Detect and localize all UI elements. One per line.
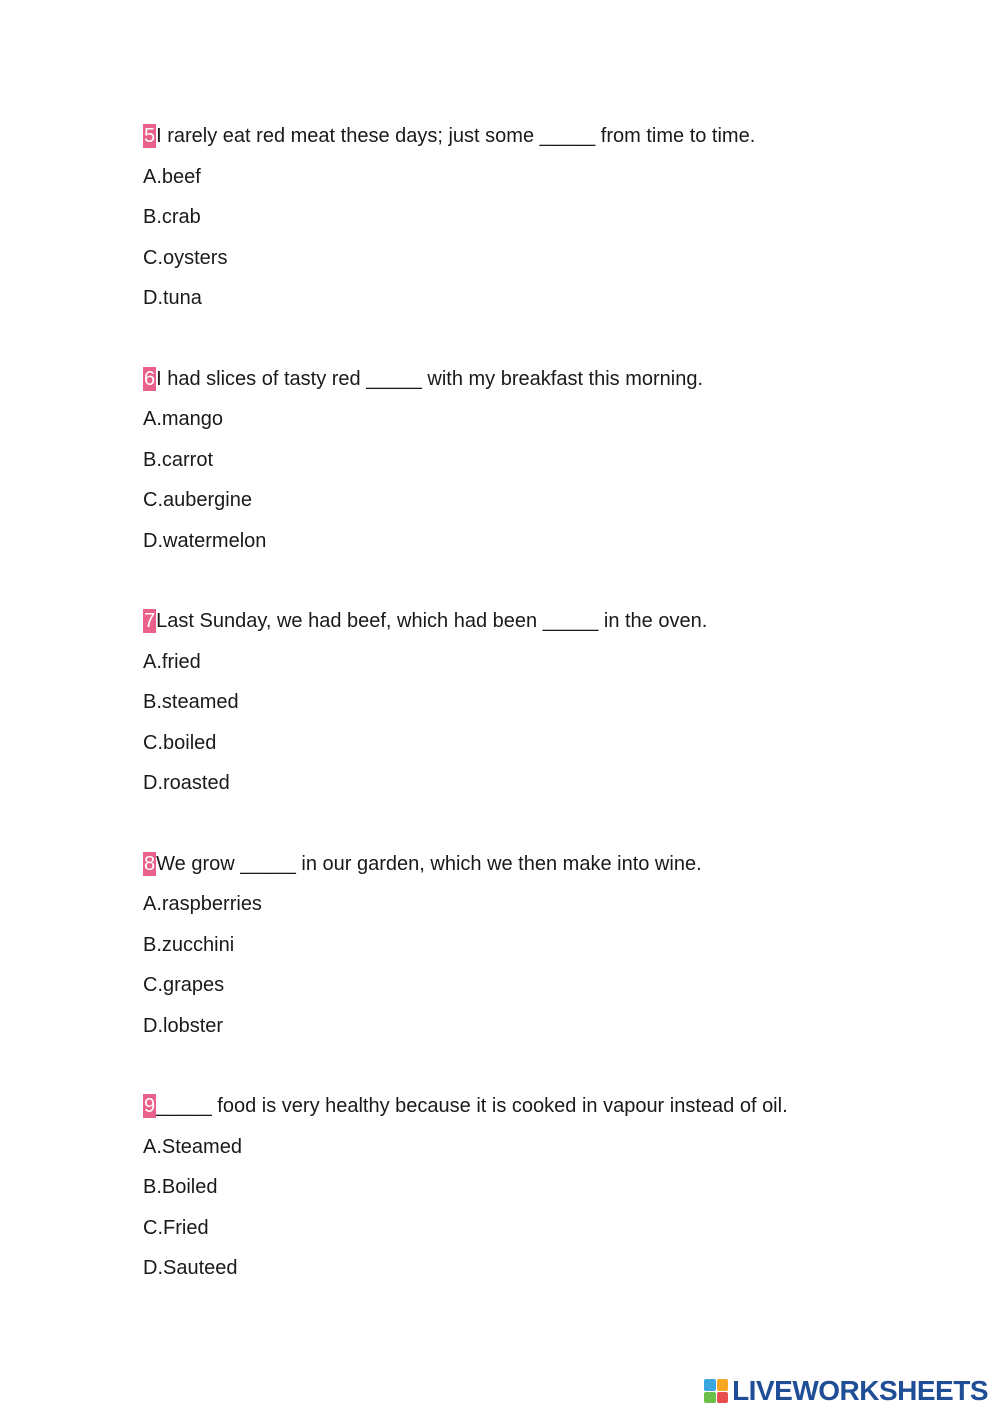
answer-option-b[interactable]: B.steamed (143, 691, 239, 713)
question-9 (143, 1086, 963, 1289)
answer-option-a[interactable]: A.fried (143, 650, 201, 673)
answer-option-c[interactable]: C.Fried (143, 1216, 209, 1239)
question-prompt: Last Sunday, we had beef, which had been _____ in the oven. (156, 610, 708, 632)
answer-option-c[interactable]: C.oysters (143, 246, 228, 269)
answer-option-b[interactable]: B.carrot (143, 448, 214, 471)
brand-name: LIVEWORKSHEETS (732, 1375, 988, 1406)
logo-tile-green (704, 1392, 716, 1404)
question-text-line (143, 359, 963, 400)
answer-option-c[interactable]: C.aubergine (143, 489, 252, 511)
answer-option-a[interactable]: A.raspberries (143, 893, 262, 915)
question-6 (143, 359, 963, 562)
answer-option-c[interactable]: C.boiled (143, 731, 217, 754)
answer-option-d[interactable]: D.roasted (143, 772, 230, 794)
answer-option-d[interactable]: D.watermelon (143, 529, 267, 552)
question-8 (143, 844, 963, 1047)
question-text-line (143, 844, 963, 885)
answer-option-d[interactable]: D.lobster (143, 1014, 224, 1037)
answer-option-a[interactable]: A.beef (143, 165, 201, 188)
answer-option-d[interactable]: D.tuna (143, 287, 202, 309)
answer-option-c[interactable]: C.grapes (143, 974, 225, 996)
logo-tile-orange (717, 1379, 729, 1391)
answer-option-a[interactable]: A.Steamed (143, 1135, 242, 1158)
answer-option-b[interactable]: B.crab (143, 206, 201, 228)
liveworksheets-logo (704, 1376, 988, 1406)
question-number-badge: 5 (144, 125, 156, 147)
question-number-badge: 9 (144, 1095, 156, 1117)
question-text-line (143, 601, 963, 642)
question-number-badge: 6 (144, 367, 156, 390)
question-number-badge: 7 (144, 610, 156, 632)
answer-option-b[interactable]: B.Boiled (143, 1176, 218, 1198)
question-prompt: _____ food is very healthy because it is cooked in vapour instead of oil. (156, 1095, 788, 1117)
answer-option-b[interactable]: B.zucchini (143, 933, 235, 956)
question-prompt: I rarely eat red meat these days; just some _____ from time to time. (156, 125, 756, 147)
worksheet (143, 116, 963, 1329)
answer-option-d[interactable]: D.Sauteed (143, 1257, 238, 1279)
question-7 (143, 601, 963, 804)
question-text-line (143, 116, 963, 157)
question-5 (143, 116, 963, 319)
question-text-line (143, 1086, 963, 1127)
question-prompt: I had slices of tasty red _____ with my breakfast this morning. (156, 367, 704, 390)
answer-option-a[interactable]: A.mango (143, 408, 224, 430)
question-number-badge: 8 (144, 852, 156, 875)
question-prompt: We grow _____ in our garden, which we then make into wine. (156, 852, 702, 875)
logo-tile-blue (704, 1379, 716, 1391)
liveworksheets-logo-icon (704, 1379, 728, 1403)
logo-tile-red (717, 1392, 729, 1404)
